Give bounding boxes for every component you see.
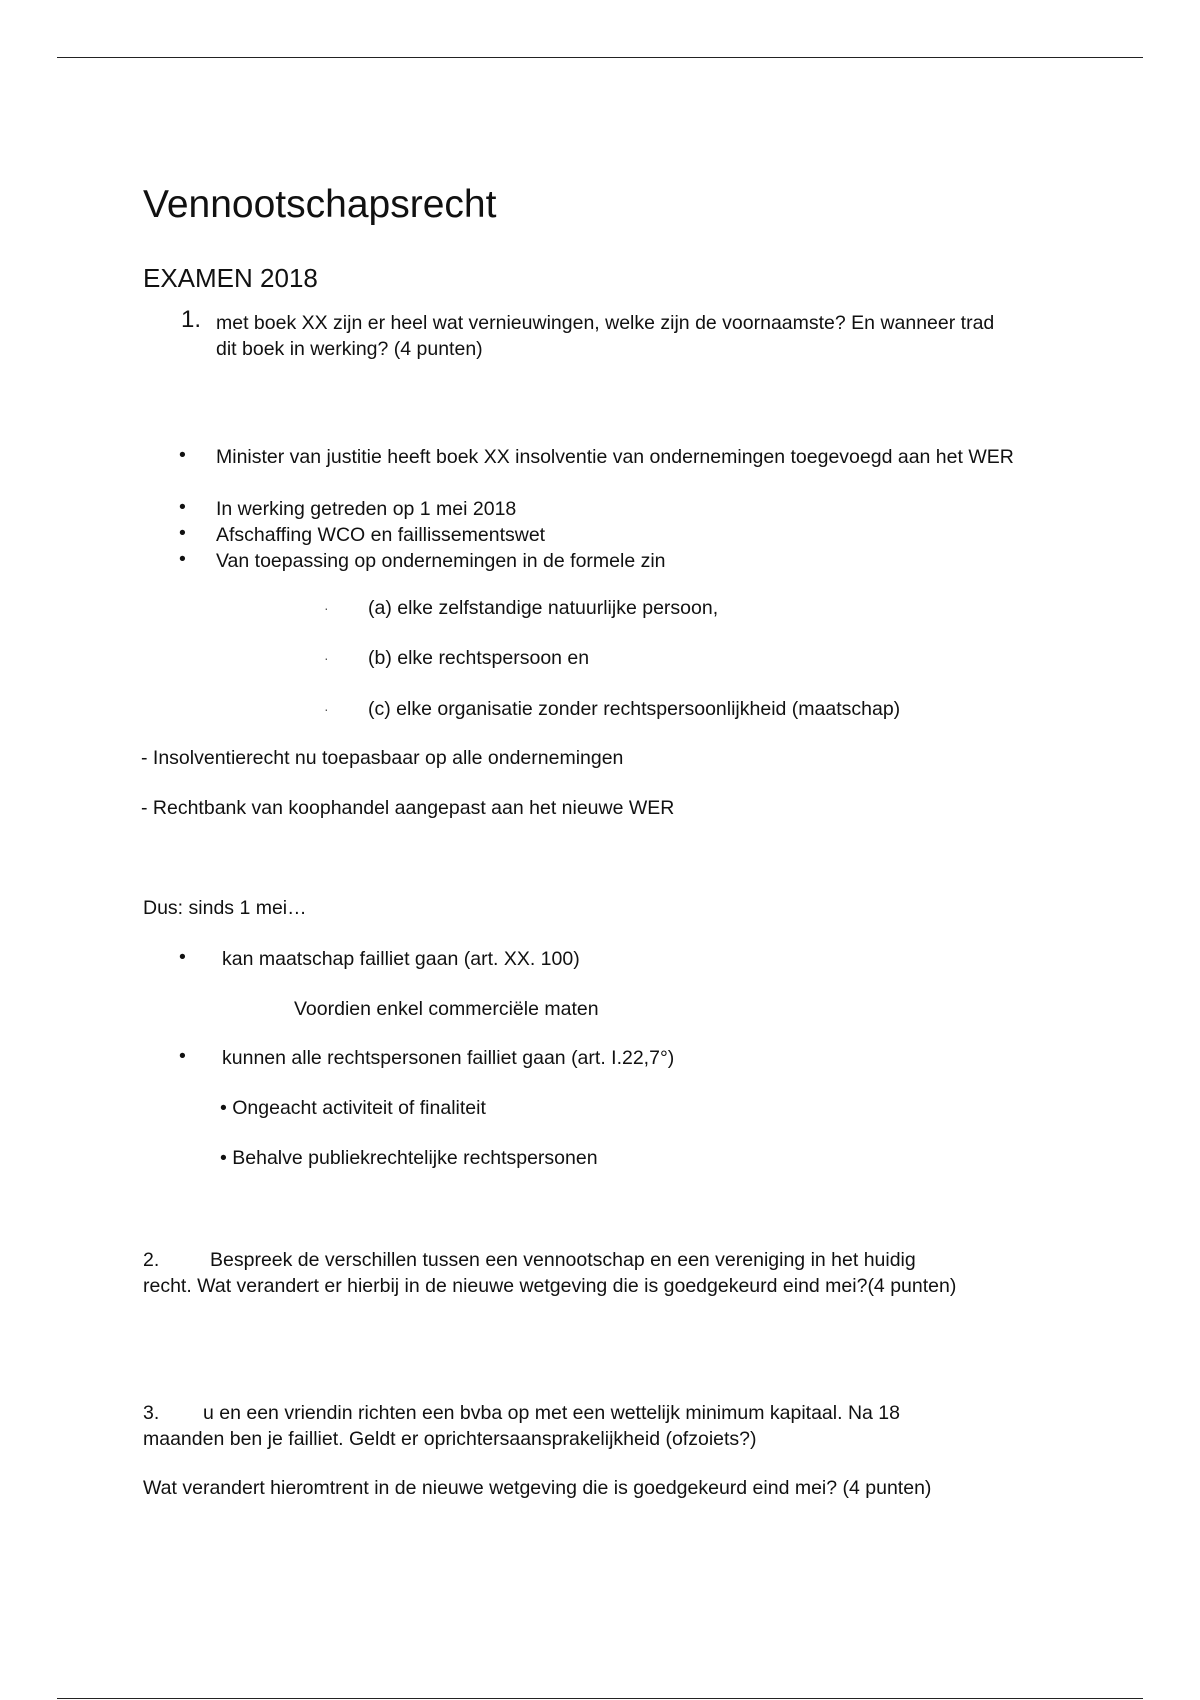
list-item: (c) elke organisatie zonder rechtspersoonlijkheid (maatschap) — [368, 698, 901, 720]
dash-item: - Insolventierecht nu toepasbaar op alle ondernemingen — [141, 747, 624, 769]
list-item: Van toepassing op ondernemingen in de formele zin — [216, 550, 666, 572]
small-dot-icon: · — [324, 600, 329, 616]
question-3-text-cont: maanden ben je failliet. Geldt er oprichtersaansprakelijkheid (ofzoiets?) — [143, 1428, 757, 1450]
question-3-followup: Wat verandert hieromtrent in de nieuwe wetgeving die is goedgekeurd eind mei? (4 punten) — [143, 1477, 932, 1499]
list-item: In werking getreden op 1 mei 2018 — [216, 498, 517, 520]
question-2-number: 2. — [143, 1249, 160, 1271]
document-title: Vennootschapsrecht — [143, 183, 497, 226]
list-item: kan maatschap failliet gaan (art. XX. 100) — [222, 948, 580, 970]
bullet-icon: • — [179, 548, 186, 570]
question-3-text: u en een vriendin richten een bvba op met een wettelijk minimum kapitaal. Na 18 — [203, 1402, 900, 1424]
list-item: • Ongeacht activiteit of finaliteit — [220, 1097, 486, 1119]
small-dot-icon: · — [324, 650, 329, 666]
small-dot-icon: · — [324, 701, 329, 717]
bottom-rule — [57, 1698, 1143, 1699]
top-rule — [57, 57, 1143, 58]
list-item: (b) elke rechtspersoon en — [368, 647, 590, 669]
list-item: kunnen alle rechtspersonen failliet gaan (art. I.22,7°) — [222, 1047, 675, 1069]
question-1-text: met boek XX zijn er heel wat vernieuwingen, welke zijn de voornaamste? En wanneer trad dit boek in werking? (4 punten) — [216, 312, 995, 360]
exam-subtitle: EXAMEN 2018 — [143, 263, 318, 293]
list-item: (a) elke zelfstandige natuurlijke persoon, — [368, 597, 719, 619]
dash-item: - Rechtbank van koophandel aangepast aan het nieuwe WER — [141, 797, 675, 819]
dus-line: Dus: sinds 1 mei… — [143, 897, 307, 919]
bullet-icon: • — [179, 1045, 186, 1067]
question-2-text-cont: recht. Wat verandert er hierbij in de nieuwe wetgeving die is goedgekeurd eind mei?(4 punten) — [143, 1275, 957, 1297]
bullet-icon: • — [179, 496, 186, 518]
question-2-text: Bespreek de verschillen tussen een vennootschap en een vereniging in het huidig — [210, 1249, 916, 1271]
bullet-icon: • — [179, 946, 186, 968]
bullet-icon: • — [179, 522, 186, 544]
bullet-icon: • — [179, 444, 186, 466]
voordien-note: Voordien enkel commerciële maten — [294, 998, 599, 1020]
question-3-number: 3. — [143, 1402, 160, 1424]
list-item: • Behalve publiekrechtelijke rechtspersonen — [220, 1147, 598, 1169]
list-item: Afschaffing WCO en faillissementswet — [216, 524, 546, 546]
question-1-number: 1. — [181, 306, 202, 333]
list-item: Minister van justitie heeft boek XX insolventie van ondernemingen toegevoegd aan het WER — [216, 446, 1014, 468]
